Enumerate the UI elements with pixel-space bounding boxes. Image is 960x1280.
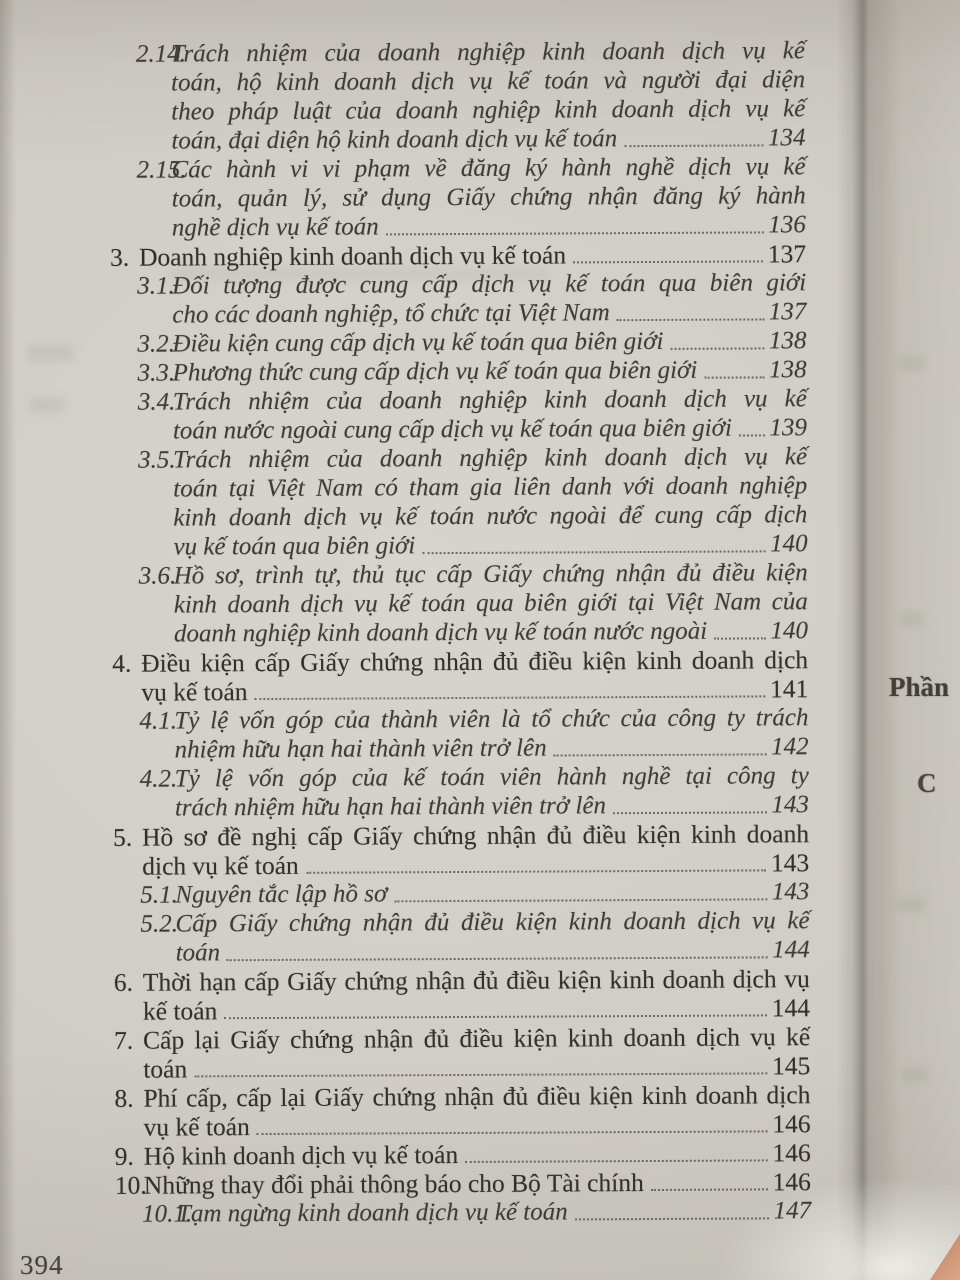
ink-bleed-smudge <box>898 356 924 370</box>
toc-entry-text: Hồ sơ đề nghị cấp Giấy chứng nhận đủ điều kiện kinh doanh <box>141 819 810 852</box>
toc-entry-page: 143 <box>771 878 810 906</box>
toc-entry-text: toán, quản lý, sử dụng Giấy chứng nhận đăng ký hành <box>171 182 806 213</box>
toc-entry-text: Đối tượng được cung cấp dịch vụ kế toán qua biên giới <box>172 269 807 300</box>
toc-entry-text: Điều kiện cấp Giấy chứng nhận đủ điều kiện kinh doanh dịch <box>141 645 809 678</box>
toc-list <box>109 36 811 1229</box>
toc-entry-text: kinh doanh dịch vụ kế toán qua biên giới tại Việt Nam của <box>173 588 808 619</box>
toc-entry-page: 143 <box>770 848 810 878</box>
toc-entry-page: 137 <box>767 239 807 269</box>
toc-entry <box>109 36 806 156</box>
toc-entry <box>109 152 805 243</box>
toc-entry-number: 4. <box>112 648 132 678</box>
toc-entry-text: trách nhiệm hữu hạn hai thành viên trở lên <box>174 792 607 822</box>
toc-entry-number: 3.1. <box>137 272 175 300</box>
toc-entry-number: 3.3. <box>137 359 176 387</box>
toc-entry-text: theo pháp luật của doanh nghiệp kinh doanh dịch vụ kế <box>171 95 806 126</box>
toc-entry-text: Thời hạn cấp Giấy chứng nhận đủ điều kiện kinh doanh dịch vụ <box>142 964 810 997</box>
toc-entry-text: toán <box>143 1054 188 1084</box>
toc-entry-number: 10.1. <box>141 1200 193 1228</box>
dot-leader <box>422 529 765 554</box>
toc-entry-page: 140 <box>769 530 808 558</box>
dot-leader <box>257 1109 768 1135</box>
toc-entry <box>113 761 809 823</box>
dot-leader <box>624 123 763 147</box>
toc-entry-page: 140 <box>770 617 809 645</box>
dot-leader <box>714 616 765 639</box>
toc-entry-number: 3.4. <box>137 388 176 416</box>
toc-entry-text: Hồ sơ, trình tự, thủ tục cấp Giấy chứng nhận đủ điều kiện <box>173 559 808 590</box>
dot-leader <box>704 355 764 378</box>
toc-entry-text: Hộ kinh doanh dịch vụ kế toán <box>143 1140 459 1171</box>
toc-entry-page: 144 <box>772 936 810 964</box>
toc-entry-number: 3.5. <box>138 446 176 474</box>
toc-entry-number: 3. <box>109 242 130 272</box>
dot-leader <box>227 935 767 961</box>
toc-entry <box>110 326 806 359</box>
toc-entry-page: 145 <box>771 1051 811 1081</box>
toc-entry-page: 139 <box>769 414 808 442</box>
toc-entry-text: Doanh nghiệp kinh doanh dịch vụ kế toán <box>138 240 567 272</box>
toc-entry-text: toán tại Việt Nam có tham gia liên danh với doanh nghiệp <box>173 472 808 503</box>
fingertip <box>930 1234 960 1280</box>
dot-leader <box>554 732 767 756</box>
toc-entry-number: 3.2. <box>137 330 176 358</box>
toc-entry-page: 141 <box>769 674 809 704</box>
toc-entry-text: Trách nhiệm của doanh nghiệp kinh doanh dịch vụ kế <box>172 385 807 416</box>
toc-entry-text: Phương thức cung cấp dịch vụ kế toán qua biên giới <box>172 356 698 387</box>
toc-entry-text: vụ kế toán <box>141 677 248 707</box>
toc-entry <box>113 877 809 910</box>
toc-entry-text: Phí cấp, cấp lại Giấy chứng nhận đủ điều kiện kinh doanh dịch <box>143 1080 811 1113</box>
toc-entry-text: kế toán <box>142 996 218 1026</box>
adjacent-page-heading-fragment: Phần <box>889 672 950 702</box>
toc-entry <box>111 355 807 388</box>
toc-entry-text: cho các doanh nghiệp, tổ chức tại Việt Nam <box>172 299 610 329</box>
toc-entry-number: 4.2. <box>139 765 178 793</box>
toc-entry <box>110 268 806 330</box>
toc-entry-number: 6. <box>113 967 134 997</box>
dot-leader <box>575 1196 769 1220</box>
toc-entry-text: Cấp Giấy chứng nhận đủ điều kiện kinh doanh dịch vụ kế <box>175 907 810 938</box>
toc-entry-text: Nguyên tắc lập hồ sơ <box>175 880 388 909</box>
dot-leader <box>194 1051 767 1077</box>
dot-leader <box>394 877 767 902</box>
toc-entry-text: Các hành vi vi phạm về đăng ký hành nghề dịch vụ kế <box>171 153 806 184</box>
toc-entry-page: 146 <box>772 1138 811 1168</box>
toc-entry <box>112 645 808 707</box>
toc-entry-text: nhiệm hữu hạn hai thành viên trở lên <box>174 734 547 764</box>
toc-entry-number: 2.15. <box>136 156 187 184</box>
toc-entry-number: 7. <box>114 1025 134 1055</box>
dot-leader <box>613 790 767 814</box>
toc-entry-page: 137 <box>768 298 807 326</box>
toc-entry-page: 138 <box>769 356 807 384</box>
toc-entry-text: toán <box>175 939 221 967</box>
dot-leader <box>573 239 763 263</box>
toc-entry-text: toán, hộ kinh doanh dịch vụ kế toán và người đại diện <box>171 66 806 97</box>
dot-leader <box>670 326 764 349</box>
toc-entry-text: toán nước ngoài cung cấp dịch vụ kế toán qua biên giới <box>172 414 732 445</box>
toc-entry-page: 143 <box>771 791 809 819</box>
toc-entry-number: 10. <box>114 1170 147 1200</box>
toc-entry-number: 5.2. <box>140 910 179 938</box>
toc-entry-page: 136 <box>768 211 806 239</box>
dot-leader <box>617 297 764 321</box>
toc-entry-page: 144 <box>771 993 811 1023</box>
adjacent-page-letter-fragment: C <box>917 768 937 798</box>
toc-entry-page: 146 <box>772 1167 811 1197</box>
toc-entry-page: 142 <box>771 733 809 761</box>
dot-leader <box>465 1138 767 1163</box>
toc-entry-page: 138 <box>768 327 807 355</box>
toc-entry <box>114 1080 810 1142</box>
dot-leader <box>651 1167 768 1191</box>
toc-entry <box>115 1196 811 1229</box>
toc-entry-text: toán, đại diện hộ kinh doanh dịch vụ kế toán <box>171 125 618 155</box>
toc-entry-page: 147 <box>773 1197 812 1225</box>
toc-entry <box>112 558 808 649</box>
toc-entry-number: 2.14. <box>135 40 187 68</box>
ink-bleed-smudge <box>902 1068 928 1082</box>
toc-entry <box>111 442 808 562</box>
toc-entry <box>115 1167 811 1200</box>
toc-entry-text: Tạm ngừng kinh doanh dịch vụ kế toán <box>176 1198 568 1228</box>
dot-leader <box>739 413 765 436</box>
toc-entry-text: vụ kế toán qua biên giới <box>173 532 416 561</box>
toc-entry <box>110 239 806 272</box>
ink-bleed-smudge <box>28 345 74 361</box>
toc-entry-number: 5.1. <box>140 881 178 909</box>
toc-entry-text: doanh nghiệp kinh doanh dịch vụ kế toán nước ngoài <box>173 617 708 648</box>
toc-entry-text: vụ kế toán <box>143 1112 250 1142</box>
dot-leader <box>306 848 766 873</box>
toc-entry-number: 3.6. <box>138 562 177 590</box>
toc-entry-page: 134 <box>767 124 806 152</box>
footer-page-number: 394 <box>20 1250 64 1280</box>
toc-entry-text: Trách nhiệm của doanh nghiệp kinh doanh dịch vụ kế <box>170 37 806 68</box>
toc-entry-number: 4.1. <box>139 707 178 735</box>
toc-entry-text: dịch vụ kế toán <box>142 850 299 881</box>
toc-entry-page: 146 <box>772 1109 811 1139</box>
toc-entry-text: Cấp lại Giấy chứng nhận đủ điều kiện kinh doanh dịch vụ kế <box>143 1022 811 1055</box>
toc-entry-text: Tỷ lệ vốn góp của kế toán viên hành nghề tại công ty <box>174 762 809 793</box>
dot-leader <box>254 674 765 700</box>
toc-entry-number: 9. <box>114 1141 134 1171</box>
toc-entry <box>115 1138 811 1171</box>
toc-entry-text: Điều kiện cung cấp dịch vụ kế toán qua biên giới <box>172 327 664 358</box>
toc-entry-text: Những thay đổi phải thông báo cho Bộ Tài chính <box>143 1168 644 1200</box>
ink-bleed-smudge <box>900 612 924 626</box>
toc-entry <box>113 819 809 881</box>
ink-bleed-smudge <box>30 398 64 412</box>
toc-entry-text: Tỷ lệ vốn góp của thành viên là tổ chức của công ty trách <box>174 704 809 735</box>
toc-entry <box>112 703 808 765</box>
toc-entry-number: 8. <box>114 1083 134 1113</box>
toc-entry-text: nghề dịch vụ kế toán <box>171 213 379 242</box>
toc-entry-text: Trách nhiệm của doanh nghiệp kinh doanh dịch vụ kế <box>173 443 808 474</box>
toc-entry <box>114 1022 810 1084</box>
toc-entry <box>111 384 807 446</box>
ink-bleed-smudge <box>896 898 926 912</box>
toc-entry <box>114 964 810 1026</box>
toc-entry-number: 5. <box>112 822 133 852</box>
toc-entry-text: kinh doanh dịch vụ kế toán nước ngoài để cung cấp dịch <box>173 501 808 532</box>
dot-leader <box>224 993 767 1019</box>
toc-entry <box>113 906 809 968</box>
dot-leader <box>386 210 764 235</box>
